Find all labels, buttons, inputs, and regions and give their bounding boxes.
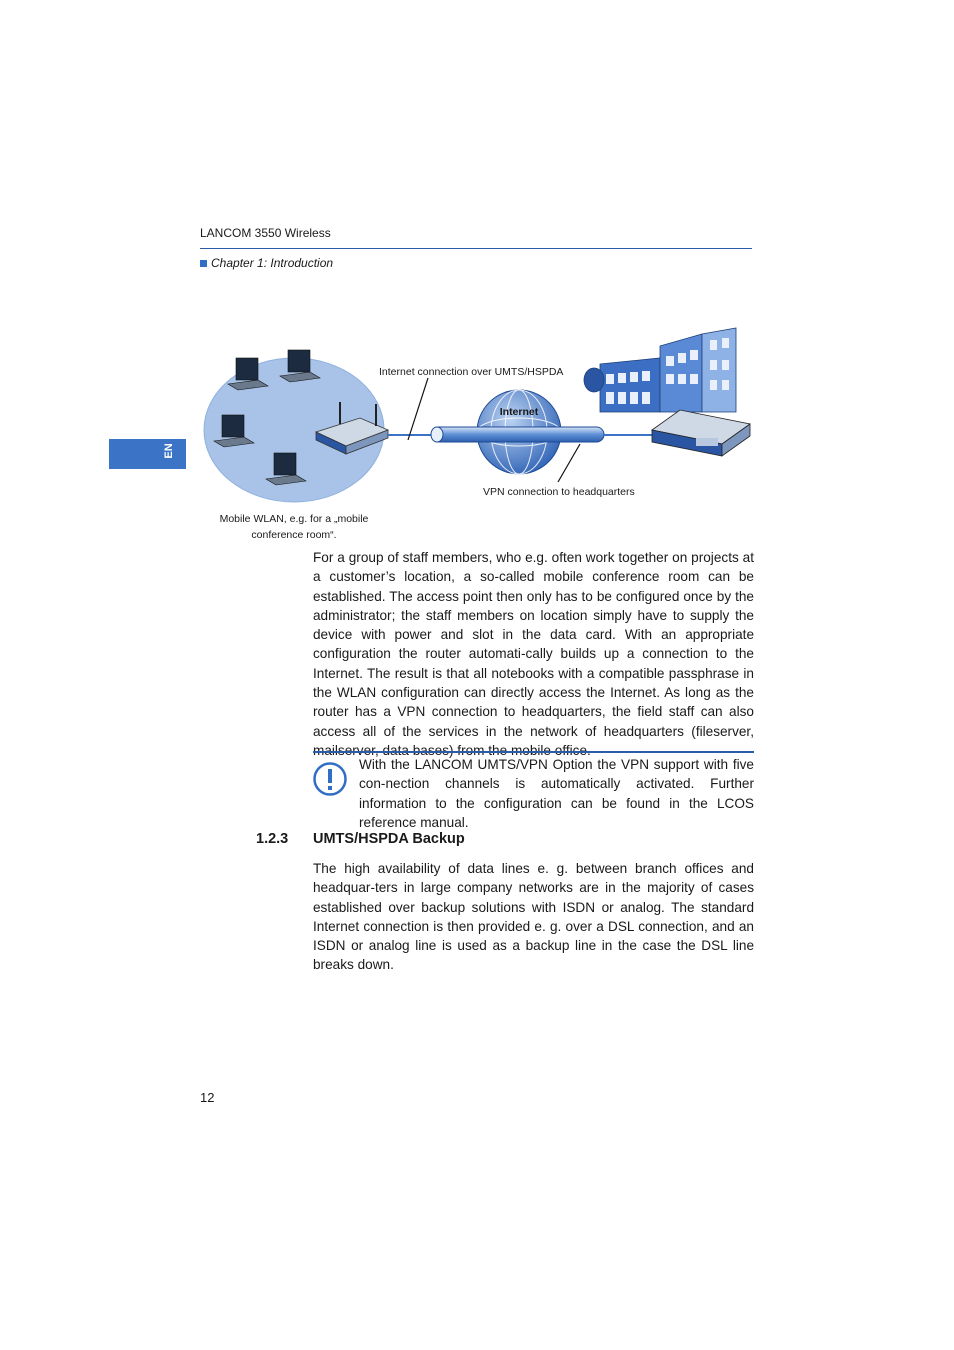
- note-text: With the LANCOM UMTS/VPN Option the VPN support with five con-nection channels is automatically activated. Further information to the configuration can be found in the LCOS reference manual.: [359, 757, 754, 830]
- label-internet-connection: Internet connection over UMTS/HSPDA: [379, 366, 564, 378]
- note-divider: [313, 751, 754, 753]
- exclamation-icon: [313, 762, 347, 796]
- language-tab: [109, 439, 186, 469]
- network-diagram: [200, 320, 760, 550]
- figure-caption-line2: conference room“.: [251, 529, 337, 541]
- label-internet: Internet: [499, 406, 539, 418]
- vpn-tunnel: [432, 427, 604, 442]
- chapter-label: [200, 256, 333, 270]
- figure-caption-line1: Mobile WLAN, e.g. for a „mobile: [219, 513, 369, 525]
- section-number: 1.2.3: [256, 831, 289, 847]
- header-divider: [200, 248, 752, 249]
- page-number: 12: [200, 1090, 215, 1105]
- central-gateway-server-icon: [652, 410, 750, 456]
- headquarters-building-icon: [584, 328, 736, 412]
- label-vpn-connection: VPN connection to headquarters: [483, 486, 635, 498]
- section-title: UMTS/HSPDA Backup: [313, 831, 465, 847]
- bullet-square-icon: [200, 260, 207, 267]
- language-tab-label: EN: [163, 443, 175, 459]
- chapter-title: Chapter 1: Introduction: [211, 256, 334, 270]
- running-header: LANCOM 3550 Wireless: [200, 226, 331, 240]
- paragraph-mobile-conference: For a group of staff members, who e.g. often work together on projects at a customer’s location, a so-called mobile conference room can be established. The access point then only has to be configured once by the administrator; the staff members on location simply have to supply the device with power and slot in the data card. With an appropriate configuration the router automati-cally builds up a connection to the Internet. The result is that all notebooks with a compatible passphrase in the WLAN configuration can directly access the Internet. As long as the router has a VPN connection to headquarters, the field staff can also access all of the services in the network of headquarters (fileserver,: [313, 550, 754, 739]
- paragraph-backup: The high availability of data lines e. g. between branch offices and headquar-ters in large company networks are in the majority of cases established over backup solutions with ISDN or analog. The standard Internet connection is then provided e. g. over a DSL connection, and an ISDN or analog line is used as a backup line in the case the DSL line breaks down.: [313, 861, 754, 973]
